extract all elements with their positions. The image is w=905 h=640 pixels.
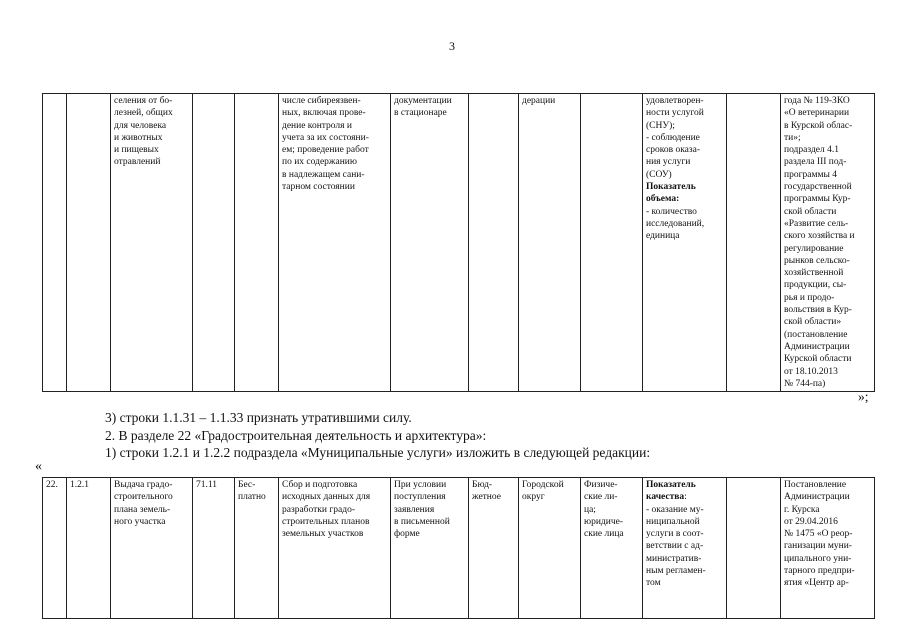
cell-line: ния услуги (646, 157, 691, 168)
cell-line: в стационаре (394, 108, 447, 119)
cell-indicators (643, 94, 727, 392)
cell-service-name (111, 94, 193, 392)
cell-code (67, 94, 111, 392)
cell-line: Курской области (784, 354, 852, 365)
cell-line: Бес- (238, 480, 256, 490)
cell-line: подраздел 4.1 (784, 145, 839, 156)
cell-line: года № 119-ЗКО (784, 96, 850, 106)
cell-line: «Развитие сель- (784, 218, 849, 229)
cell-line: для человека (114, 120, 167, 131)
cell-conditions (391, 94, 469, 392)
cell-line: качества (646, 492, 685, 503)
cell-line: программы 4 (784, 169, 837, 180)
cell-line: ти»; (784, 132, 801, 143)
cell-okved (193, 94, 235, 392)
cell-code: 1.2.1 (67, 478, 111, 619)
cell-description (279, 478, 391, 619)
cell-line: Показатель (646, 182, 696, 193)
cell-line: ского хозяйства и (784, 231, 855, 242)
cell-line: ниципальной (646, 516, 700, 527)
cell-line: ца; (584, 504, 596, 515)
cell-line: ности услугой (646, 108, 704, 119)
cell-recipients (581, 94, 643, 392)
cell-line: разработки градо- (282, 504, 355, 515)
cell-line: тарном состоянии (282, 182, 355, 193)
cell-level (519, 478, 581, 619)
cell-line: раздела III под- (784, 157, 847, 168)
cell-line: том (646, 578, 661, 589)
cell-okved: 71.11 (193, 478, 235, 619)
cell-line: № 1475 «О реор- (784, 529, 853, 540)
cell-line: ганизации муни- (784, 541, 852, 552)
paragraph-item-3: 3) строки 1.1.31 – 1.1.33 признать утратившими силу. (105, 410, 412, 425)
cell-line: и пищевых (114, 145, 159, 156)
cell-payment (235, 478, 279, 619)
cell-line: ской области» (784, 317, 842, 328)
page-number: 3 (449, 39, 455, 53)
paragraph-section-22: 2. В разделе 22 «Градостроительная деятельность и архитектура»: (105, 428, 487, 443)
services-table-continued (42, 93, 875, 392)
cell-line: Постановление (784, 480, 847, 490)
cell-line: числе сибиреязвен- (282, 96, 361, 106)
cell-line: ветствии с ад- (646, 541, 704, 552)
cell-legal-basis (781, 94, 875, 392)
cell-line: отравлений (114, 157, 161, 168)
services-table-new (42, 477, 875, 619)
cell-line: платно (238, 492, 266, 503)
cell-line: учета за их состояни- (282, 132, 369, 143)
cell-line: в письменной (394, 516, 450, 527)
cell-line: Бюд- (472, 480, 493, 490)
cell-line: округ (522, 492, 545, 503)
indicators-quality-colon: : (684, 492, 687, 503)
cell-line: Администрации (784, 492, 850, 503)
cell-line: ской области (784, 206, 837, 217)
cell-line: - оказание му- (646, 504, 704, 515)
cell-line: в Курской облас- (784, 120, 853, 131)
cell-line: г. Курска (784, 504, 820, 515)
cell-line: дерации (522, 96, 556, 106)
cell-blank (727, 478, 781, 619)
cell-line: удовлетворен- (646, 96, 704, 106)
cell-line: ным регламен- (646, 566, 706, 577)
indicators-text (646, 95, 723, 181)
indicators-quality-text (646, 504, 723, 590)
cell-funding (469, 478, 519, 619)
cell-line: рья и продо- (784, 292, 835, 303)
cell-line: по их содержанию (282, 157, 357, 168)
cell-line: объема: (646, 194, 680, 205)
cell-line: исходных данных для (282, 492, 371, 503)
cell-line: от 29.04.2016 (784, 516, 838, 527)
cell-blank (727, 94, 781, 392)
cell-line: государственной (784, 182, 852, 193)
cell-line: строительного (114, 492, 173, 503)
opening-quote: « (35, 459, 42, 474)
cell-line: сроков оказа- (646, 145, 701, 156)
cell-line: плана земель- (114, 504, 171, 515)
cell-line: При условии (394, 480, 447, 490)
indicators-volume-text (646, 206, 723, 243)
cell-line: форме (394, 529, 420, 540)
cell-line: № 744-па) (784, 378, 826, 389)
cell-line: строительных планов (282, 516, 370, 527)
cell-line: селения от бо- (114, 96, 173, 106)
cell-line: регулирование (784, 243, 844, 254)
cell-level (519, 94, 581, 392)
cell-line: Показатель (646, 480, 696, 490)
cell-line: продукции, сы- (784, 280, 847, 291)
cell-line: ские ли- (584, 492, 618, 503)
cell-line: хозяйственной (784, 268, 844, 279)
cell-line: ципального уни- (784, 553, 852, 564)
cell-line: услуги в соот- (646, 529, 704, 540)
cell-line: от 18.10.2013 (784, 366, 838, 377)
cell-line: Городской (522, 480, 564, 490)
cell-line: Сбор и подготовка (282, 480, 358, 490)
cell-line: (СНУ); (646, 120, 675, 131)
cell-line: вольствия в Кур- (784, 305, 852, 316)
cell-conditions (391, 478, 469, 619)
cell-line: исследований, (646, 218, 705, 229)
cell-number: 22. (43, 478, 67, 619)
indicators-volume-heading (646, 181, 723, 206)
cell-line: дение контроля и (282, 120, 352, 131)
cell-line: лезней, общих (114, 108, 173, 119)
cell-line: - количество (646, 206, 697, 217)
cell-line: жетное (472, 492, 501, 503)
cell-line: и животных (114, 132, 163, 143)
cell-line: документации (394, 96, 452, 106)
cell-line: ятия «Центр ар- (784, 578, 849, 589)
cell-line: министратив- (646, 553, 702, 564)
cell-line: заявления (394, 504, 435, 515)
cell-indicators (643, 478, 727, 619)
cell-line: юридиче- (584, 516, 624, 527)
cell-line: - соблюдение (646, 132, 700, 143)
cell-service-name (111, 478, 193, 619)
cell-line: тарного предпри- (784, 566, 855, 577)
cell-line: (СОУ) (646, 169, 672, 180)
cell-funding (469, 94, 519, 392)
closing-quote: »; (858, 389, 869, 404)
cell-legal-basis (781, 478, 875, 619)
cell-line: (постановление (784, 329, 848, 340)
cell-description (279, 94, 391, 392)
cell-payment (235, 94, 279, 392)
paragraph-item-1: 1) строки 1.2.1 и 1.2.2 подраздела «Муниципальные услуги» изложить в следующей редакции: (105, 445, 651, 460)
cell-line: единица (646, 231, 680, 242)
cell-line: поступления (394, 492, 446, 503)
cell-number (43, 94, 67, 392)
cell-line: Администрации (784, 341, 850, 352)
cell-line: ного участка (114, 516, 166, 527)
cell-line: рынков сельско- (784, 255, 850, 266)
cell-line: Выдача градо- (114, 480, 173, 490)
indicators-quality-heading (646, 479, 723, 504)
cell-line: «О ветеринарии (784, 108, 850, 119)
cell-recipients (581, 478, 643, 619)
cell-line: программы Кур- (784, 194, 851, 205)
table-row (43, 94, 875, 392)
indicators-quality-label (646, 480, 696, 502)
cell-line: ем; проведение работ (282, 145, 369, 156)
table-row (43, 478, 875, 619)
cell-line: ские лица (584, 529, 624, 540)
cell-line: Физиче- (584, 480, 618, 490)
cell-line: в надлежащем сани- (282, 169, 365, 180)
cell-line: земельных участков (282, 529, 364, 540)
cell-line: ных, включая прове- (282, 108, 366, 119)
